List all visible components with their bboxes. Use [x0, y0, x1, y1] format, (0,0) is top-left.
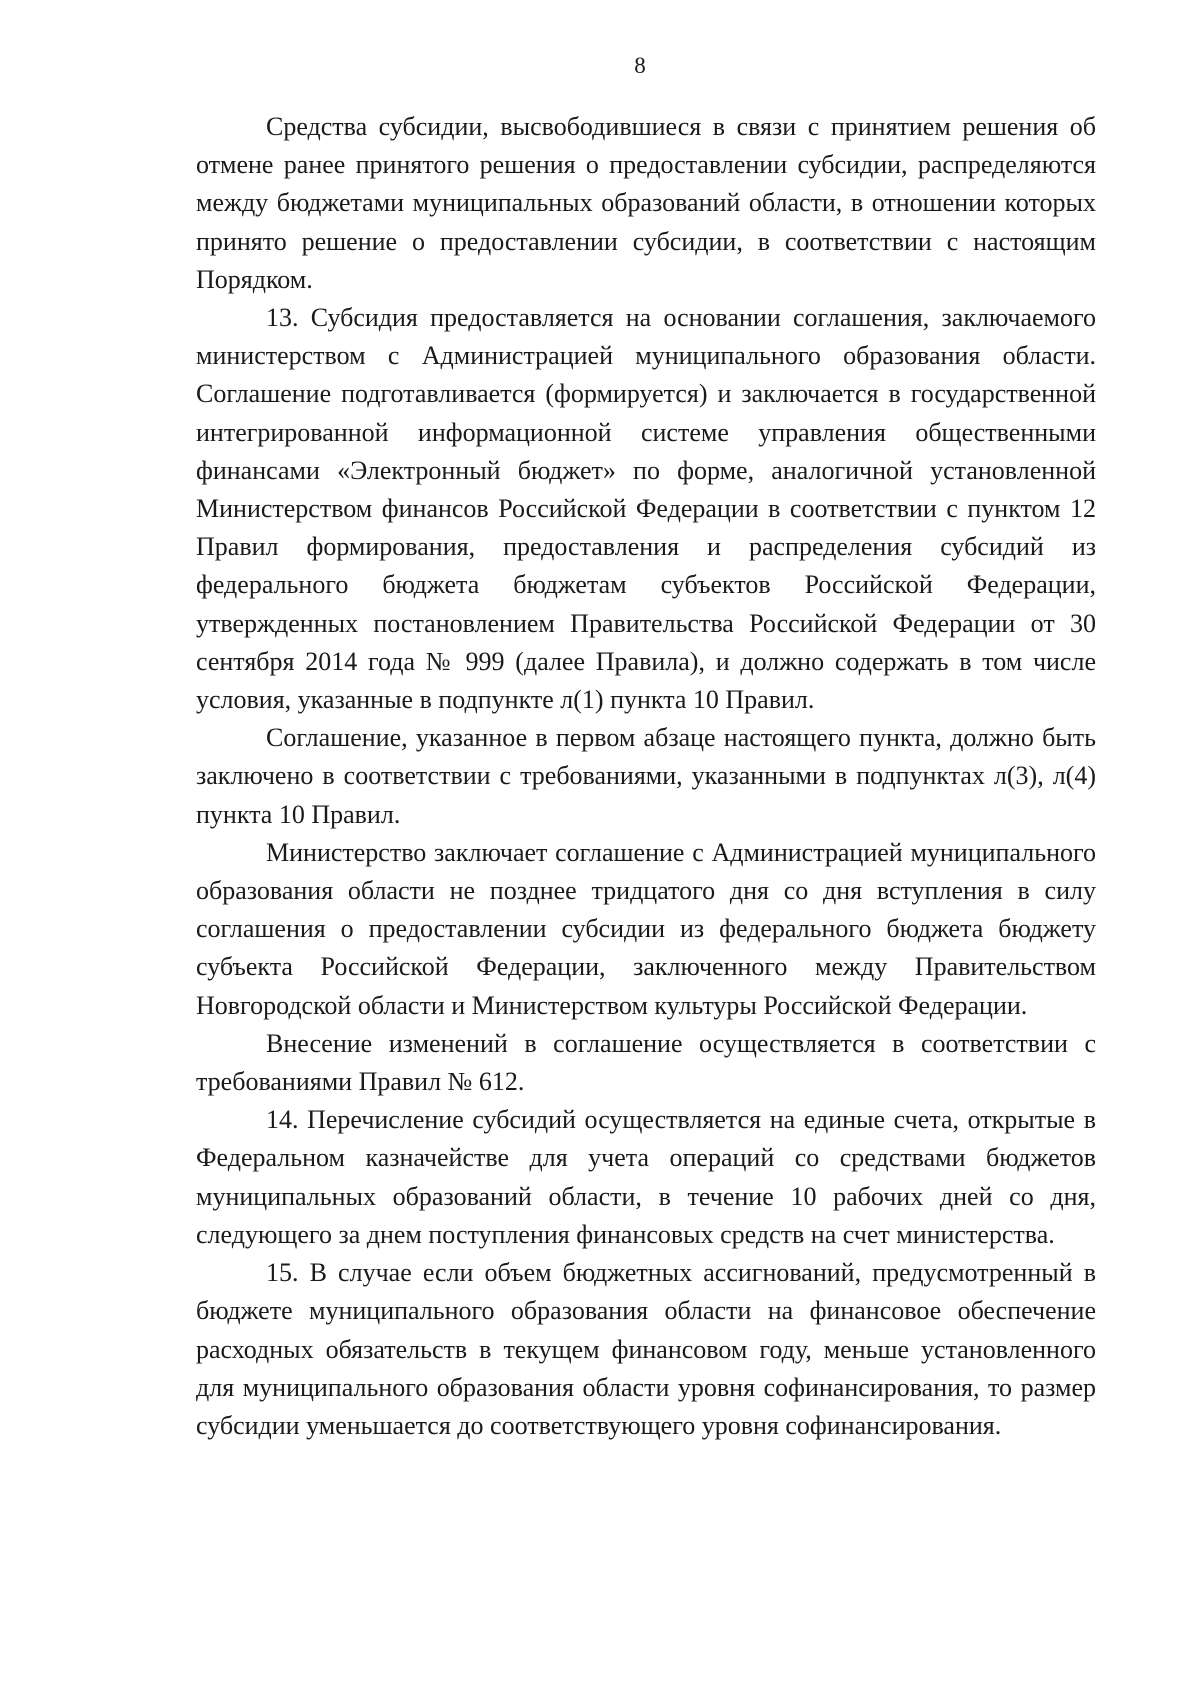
paragraph-15-cofinancing: 15. В случае если объем бюджетных ассигнований, предусмотренный в бюджете муниципального образования области на финансовое обеспечение расходных обязательств в текущем финансовом году, меньше установленного для муниципального образования области уровня софинансирования, то размер субсидии уменьшается до соответствующего уровня софинансирования. [196, 1258, 1096, 1440]
paragraph-agreement-requirements: Соглашение, указанное в первом абзаце настоящего пункта, должно быть заключено в соответствии с требованиями, указанными в подпунктах л(3), л(4) пункта 10 Правил. [196, 723, 1096, 829]
paragraph-14-transfer: 14. Перечисление субсидий осуществляется на единые счета, открытые в Федеральном казначействе для учета операций со средствами бюджетов муниципальных образований области, в течение 10 рабочих дней со дня, следующего за днем поступления финансовых средств на счет министерства. [196, 1105, 1096, 1249]
document-body [196, 108, 1096, 1445]
paragraph-agreement-changes: Внесение изменений в соглашение осуществляется в соответствии с требованиями Правил № 612. [196, 1028, 1096, 1097]
page-number: 8 [634, 53, 646, 78]
paragraph-ministry-agreement-deadline: Министерство заключает соглашение с Администрацией муниципального образования области не позднее тридцатого дня со дня вступления в силу соглашения о предоставлении субсидии из федерального бюджета бюджету субъекта Российской Федерации, заключенного между Правительством Новгородской области и Министерством культуры Российской Федерации. [196, 837, 1096, 1020]
paragraph-subsidy-redistribution: Средства субсидии, высвободившиеся в связи с принятием решения об отмене ранее принятого решения о предоставлении субсидии, распределяются между бюджетами муниципальных образований области, в отношении которых принято решение о предоставлении субсидии, в соответствии с настоящим Порядком. [196, 112, 1096, 294]
paragraph-13-agreement: 13. Субсидия предоставляется на основании соглашения, заключаемого министерством с Администрацией муниципального образования области. Соглашение подготавливается (формируется) и заключается в государственной интегрированной информационной системе управления общественными финансами «Электронный бюджет» по форме, аналогичной установленной Министерством финансов Российской Федерации в соответствии с пунктом 12 Правил формирования, предоставления и распределения субсидий из федерального бюджета бюджетам субъектов Российской Федерации, утвержденных постановлением Правительства Российской Федерации от 30 сентября 2014 года № 999 (далее Правила), и должно содержать в том числе условия, указанные в подпункте л(1) пункта 10 Правил. [196, 303, 1096, 715]
